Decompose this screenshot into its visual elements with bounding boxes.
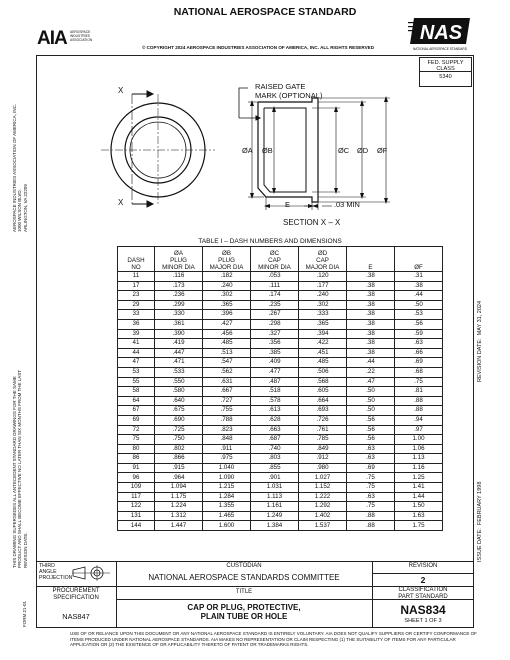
table-row <box>118 502 443 512</box>
table-cell: .848 <box>203 435 251 445</box>
table-header-line: CAP <box>268 257 281 264</box>
table-cell: .915 <box>155 463 203 473</box>
table-header-cell <box>347 247 395 272</box>
form-number: FORM 21-01 <box>22 600 27 627</box>
table-cell: .750 <box>155 435 203 445</box>
table-title: TABLE I – DASH NUMBERS AND DIMENSIONS <box>198 238 342 245</box>
table-cell: .631 <box>203 377 251 387</box>
table-cell: 109 <box>118 483 155 493</box>
table-cell: 33 <box>118 310 155 320</box>
custodian: NATIONAL AEROSPACE STANDARDS COMMITTEE <box>148 573 340 582</box>
table-cell: .38 <box>347 310 395 320</box>
nas-logo <box>408 16 472 46</box>
table-cell: 1.215 <box>203 483 251 493</box>
table-cell: .755 <box>203 406 251 416</box>
table-row <box>118 281 443 291</box>
table-cell: .422 <box>299 339 347 349</box>
table-cell: .116 <box>155 272 203 282</box>
table-cell: .240 <box>299 291 347 301</box>
table-cell: .578 <box>251 396 299 406</box>
table-row <box>118 367 443 377</box>
table-cell: .427 <box>203 319 251 329</box>
supersedes-note: THIS DRAWING SUPERSEDES ALL ANTECEDENT STANDARD DRAWINGS FOR THE SAME PRODUCT AND SHALL BECOME EFFECTIVE NO LATER THAN SIX MONTHS FROM THE LAST REVISION DATE. <box>12 369 28 568</box>
third-angle-label: THIRD ANGLE PROJECTION <box>39 563 73 581</box>
table-row <box>118 473 443 483</box>
table-cell: .94 <box>395 415 443 425</box>
custodian-label: CUSTODIAN <box>226 563 262 569</box>
table-row <box>118 521 443 531</box>
table-cell: 1.00 <box>395 435 443 445</box>
table-cell: .613 <box>251 406 299 416</box>
table-row <box>118 425 443 435</box>
table-cell: .518 <box>251 387 299 397</box>
table-cell: .235 <box>251 300 299 310</box>
table-cell: .802 <box>155 444 203 454</box>
table-cell: 36 <box>118 319 155 329</box>
table-cell: 1.161 <box>251 502 299 512</box>
revision-date: REVISION DATE: MAY 31, 2024 <box>477 300 483 382</box>
dim-c-label: ØC <box>338 146 350 155</box>
table-cell: .97 <box>395 425 443 435</box>
table-cell: .823 <box>203 425 251 435</box>
table-cell: 1.44 <box>395 492 443 502</box>
dim-b-label: ØB <box>262 146 273 155</box>
table-cell: .56 <box>347 435 395 445</box>
table-row <box>118 272 443 282</box>
table-cell: 44 <box>118 348 155 358</box>
table-cell: .327 <box>251 329 299 339</box>
table-row <box>118 348 443 358</box>
table-cell: .365 <box>299 319 347 329</box>
table-cell: .69 <box>395 358 443 368</box>
section-label: SECTION X – X <box>283 218 341 227</box>
table-cell: 1.41 <box>395 483 443 493</box>
table-cell: .63 <box>347 492 395 502</box>
table-cell: .66 <box>395 348 443 358</box>
table-cell: 1.447 <box>155 521 203 531</box>
table-cell: .50 <box>347 396 395 406</box>
table-cell: .302 <box>299 300 347 310</box>
table-cell: 67 <box>118 406 155 416</box>
table-cell: .964 <box>155 473 203 483</box>
table-cell: .333 <box>299 310 347 320</box>
table-header-line: MINOR DIA <box>162 264 195 271</box>
table-row <box>118 463 443 473</box>
table-cell: .690 <box>155 415 203 425</box>
table-cell: .471 <box>155 358 203 368</box>
nas-logo-sub: NATIONAL AEROSPACE STANDARD <box>412 47 468 51</box>
table-cell: .727 <box>203 396 251 406</box>
table-cell: .550 <box>155 377 203 387</box>
table-cell: 11 <box>118 272 155 282</box>
table-cell: .419 <box>155 339 203 349</box>
table-header-line: ØA <box>174 250 183 257</box>
fsc-label: FED. SUPPLY CLASS <box>420 58 471 72</box>
dim-e-label: E <box>285 200 290 209</box>
table-cell: 122 <box>118 502 155 512</box>
table-header-cell <box>299 247 347 272</box>
table-row <box>118 387 443 397</box>
dim-f-label: ØF <box>377 146 388 155</box>
table-cell: 1.465 <box>203 511 251 521</box>
table-cell: 1.222 <box>299 492 347 502</box>
table-cell: 75 <box>118 435 155 445</box>
table-cell: 55 <box>118 377 155 387</box>
dim-a-label: ØA <box>242 146 253 155</box>
table-cell: .568 <box>299 377 347 387</box>
table-cell: .63 <box>395 339 443 349</box>
table-cell: .38 <box>347 272 395 282</box>
table-body <box>118 272 443 531</box>
table-cell: 1.284 <box>203 492 251 502</box>
table-cell: .866 <box>155 454 203 464</box>
table-cell: .485 <box>299 358 347 368</box>
table-cell: .390 <box>155 329 203 339</box>
table-header-row <box>118 247 443 272</box>
table-cell: .456 <box>203 329 251 339</box>
table-cell: .912 <box>299 454 347 464</box>
table-cell: .75 <box>347 483 395 493</box>
table-cell: .533 <box>155 367 203 377</box>
table-cell: 96 <box>118 473 155 483</box>
table-header-line: PLUG <box>218 257 235 264</box>
table-cell: .687 <box>251 435 299 445</box>
table-cell: 1.027 <box>299 473 347 483</box>
table-cell: 17 <box>118 281 155 291</box>
table-row <box>118 310 443 320</box>
table-cell: .75 <box>395 377 443 387</box>
table-cell: 1.152 <box>299 483 347 493</box>
table-row <box>118 492 443 502</box>
standard-title: NATIONAL AEROSPACE STANDARD <box>173 6 357 18</box>
table-cell: .640 <box>155 396 203 406</box>
table-header-cell <box>251 247 299 272</box>
table-cell: 1.06 <box>395 444 443 454</box>
table-cell: .451 <box>299 348 347 358</box>
table-row <box>118 454 443 464</box>
table-row <box>118 435 443 445</box>
table-cell: .302 <box>203 291 251 301</box>
table-header-line: MAJOR DIA <box>209 264 244 271</box>
table-header-line: E <box>368 264 373 271</box>
table-header-line: ØC <box>269 250 280 257</box>
table-cell: 41 <box>118 339 155 349</box>
table-cell: 29 <box>118 300 155 310</box>
table-cell: .361 <box>155 319 203 329</box>
table-cell: .75 <box>347 502 395 512</box>
table-cell: .053 <box>251 272 299 282</box>
table-cell: .88 <box>347 521 395 531</box>
table-cell: 58 <box>118 387 155 397</box>
table-cell: .38 <box>395 281 443 291</box>
table-header-line: PLUG <box>170 257 187 264</box>
table-cell: .330 <box>155 310 203 320</box>
table-header-line: CAP <box>316 257 329 264</box>
table-row <box>118 358 443 368</box>
table-cell: .88 <box>347 511 395 521</box>
table-cell: 1.16 <box>395 463 443 473</box>
section-mark-bottom: X <box>118 198 124 207</box>
table-cell: 72 <box>118 425 155 435</box>
table-cell: .726 <box>299 415 347 425</box>
table-cell: .63 <box>347 454 395 464</box>
sheet-number: SHEET 1 OF 3 <box>404 618 442 624</box>
table-header-cell <box>155 247 203 272</box>
table-row <box>118 319 443 329</box>
table-cell: .120 <box>299 272 347 282</box>
table-cell: 1.031 <box>251 483 299 493</box>
table-cell: 1.600 <box>203 521 251 531</box>
table-cell: .911 <box>203 444 251 454</box>
revision-label: REVISION <box>408 563 438 569</box>
table-cell: .56 <box>395 319 443 329</box>
table-cell: 64 <box>118 396 155 406</box>
table-cell: 1.75 <box>395 521 443 531</box>
table-cell: 1.402 <box>299 511 347 521</box>
table-cell: 23 <box>118 291 155 301</box>
raised-gate-label: RAISED GATE <box>255 82 306 91</box>
table-cell: .31 <box>395 272 443 282</box>
aia-address: AEROSPACE INDUSTRIES ASSOCIATION OF AMERICA, INC. 1000 WILSON BLVD. ARLINGTON, VA 22209 <box>12 103 28 232</box>
table-cell: .547 <box>203 358 251 368</box>
table-cell: .111 <box>251 281 299 291</box>
table-cell: .240 <box>203 281 251 291</box>
table-cell: .38 <box>347 329 395 339</box>
document-title: CAP OR PLUG, PROTECTIVE, PLAIN TUBE OR HOLE <box>187 603 301 621</box>
table-cell: .56 <box>347 425 395 435</box>
projection-symbol-icon <box>72 565 112 581</box>
table-cell: .628 <box>251 415 299 425</box>
table-header-line: MAJOR DIA <box>305 264 340 271</box>
table-cell: .81 <box>395 387 443 397</box>
table-cell: 1.175 <box>155 492 203 502</box>
table-row <box>118 339 443 349</box>
table-cell: .50 <box>347 406 395 416</box>
table-cell: 1.25 <box>395 473 443 483</box>
part-number: NAS834 <box>400 603 446 617</box>
min-label: .03 MIN <box>334 200 360 209</box>
table-row <box>118 291 443 301</box>
table-cell: .580 <box>155 387 203 397</box>
section-mark-top: X <box>118 86 124 95</box>
table-cell: .59 <box>395 329 443 339</box>
table-cell: .299 <box>155 300 203 310</box>
table-cell: .487 <box>251 377 299 387</box>
table-cell: .182 <box>203 272 251 282</box>
table-cell: .174 <box>251 291 299 301</box>
table-cell: .740 <box>251 444 299 454</box>
table-cell: .69 <box>347 463 395 473</box>
table-cell: 1.113 <box>251 492 299 502</box>
table-cell: .447 <box>155 348 203 358</box>
dim-d-label: ØD <box>357 146 369 155</box>
fsc-value: 5340 <box>439 74 452 80</box>
table-cell: .44 <box>395 291 443 301</box>
table-cell: .298 <box>251 319 299 329</box>
aia-logo: AIA AEROSPACE INDUSTRIES ASSOCIATION <box>37 28 93 49</box>
table-row <box>118 406 443 416</box>
table-cell: 1.537 <box>299 521 347 531</box>
revision-value: 2 <box>420 575 426 585</box>
title-label: TITLE <box>235 589 253 595</box>
table-cell: .88 <box>395 406 443 416</box>
table-cell: .663 <box>251 425 299 435</box>
table-cell: .63 <box>347 444 395 454</box>
table-cell: .605 <box>299 387 347 397</box>
table-cell: .236 <box>155 291 203 301</box>
table-cell: 131 <box>118 511 155 521</box>
table-cell: .693 <box>299 406 347 416</box>
procurement-spec: NAS847 <box>62 612 90 621</box>
table-cell: 1.384 <box>251 521 299 531</box>
procurement-label: PROCUREMENT SPECIFICATION <box>52 588 100 601</box>
table-cell: .485 <box>203 339 251 349</box>
table-header-line: DASH <box>127 257 145 264</box>
table-cell: .56 <box>347 415 395 425</box>
table-cell: .38 <box>347 281 395 291</box>
table-cell: .50 <box>347 387 395 397</box>
table-cell: .506 <box>299 367 347 377</box>
table-cell: .675 <box>155 406 203 416</box>
table-header-cell <box>203 247 251 272</box>
table-cell: 53 <box>118 367 155 377</box>
table-cell: .267 <box>251 310 299 320</box>
table-cell: .38 <box>347 319 395 329</box>
copyright: © COPYRIGHT 2024 AEROSPACE INDUSTRIES ASSOCIATION OF AMERICA, INC. ALL RIGHTS RESERVED <box>141 45 375 50</box>
table-cell: .365 <box>203 300 251 310</box>
table-cell: .22 <box>347 367 395 377</box>
table-row <box>118 483 443 493</box>
table-cell: .788 <box>203 415 251 425</box>
table-cell: .785 <box>299 435 347 445</box>
table-cell: 1.040 <box>203 463 251 473</box>
table-cell: 47 <box>118 358 155 368</box>
nas-logo-text: NAS <box>419 22 463 44</box>
table-cell: .901 <box>251 473 299 483</box>
table-cell: .50 <box>395 300 443 310</box>
table-cell: .88 <box>395 396 443 406</box>
table-cell: .75 <box>347 473 395 483</box>
table-cell: .513 <box>203 348 251 358</box>
dash-table <box>117 246 443 531</box>
classification-label: CLASSIFICATION PART STANDARD <box>398 587 448 600</box>
table-row <box>118 396 443 406</box>
table-cell: .44 <box>347 358 395 368</box>
table-cell: .53 <box>395 310 443 320</box>
table-cell: .173 <box>155 281 203 291</box>
table-cell: .38 <box>347 348 395 358</box>
table-header-line: ØF <box>414 264 423 271</box>
table-cell: 1.292 <box>299 502 347 512</box>
table-cell: .761 <box>299 425 347 435</box>
table-row <box>118 444 443 454</box>
table-row <box>118 415 443 425</box>
table-cell: .803 <box>251 454 299 464</box>
table-row <box>118 329 443 339</box>
table-header-line: ØD <box>317 250 328 257</box>
table-cell: .38 <box>347 291 395 301</box>
table-row <box>118 511 443 521</box>
table-cell: 1.355 <box>203 502 251 512</box>
table-cell: 144 <box>118 521 155 531</box>
table-cell: .562 <box>203 367 251 377</box>
table-cell: .38 <box>347 339 395 349</box>
footer-disclaimer: USE OF OR RELIANCE UPON THIS DOCUMENT OR ANY NATIONAL AEROSPACE STANDARD IS ENTIRELY VOLUNTARY. AIA DOES NOT QUALIFY SUPPLIERS OR CERTIFY CONFORMANCE OF ITEMS PRODUCED UNDER NATIONAL AEROSPACE STANDARDS. AIA MAKES NO REPRESENTATION OR CLAIM RESPECTING (1) THE SUITABILITY OF ITEMS FOR ANY PARTICULAR APPLICATION OR (2) THE EXISTENCE OF OR APPLICABILITY THERETO OF PATENT OR TRADEMARKS RIGHTS. <box>70 631 477 647</box>
table-cell: 91 <box>118 463 155 473</box>
table-cell: .38 <box>347 300 395 310</box>
table-cell: .664 <box>299 396 347 406</box>
table-header-line: MINOR DIA <box>258 264 291 271</box>
table-cell: .980 <box>299 463 347 473</box>
table-row <box>118 300 443 310</box>
table-cell: .177 <box>299 281 347 291</box>
table-header-line: NO <box>131 264 141 271</box>
table-header-cell <box>118 247 155 272</box>
table-cell: .667 <box>203 387 251 397</box>
table-header-line: ØB <box>222 250 231 257</box>
table-cell: 1.094 <box>155 483 203 493</box>
table-cell: .855 <box>251 463 299 473</box>
table-cell: .849 <box>299 444 347 454</box>
table-cell: .47 <box>347 377 395 387</box>
mark-optional-label: MARK (OPTIONAL) <box>255 91 323 100</box>
table-cell: 69 <box>118 415 155 425</box>
table-cell: 1.090 <box>203 473 251 483</box>
table-cell: .396 <box>203 310 251 320</box>
table-cell: 1.13 <box>395 454 443 464</box>
table-cell: 117 <box>118 492 155 502</box>
table-cell: .68 <box>395 367 443 377</box>
table-cell: .725 <box>155 425 203 435</box>
table-cell: .409 <box>251 358 299 368</box>
table-row <box>118 377 443 387</box>
table-cell: 1.312 <box>155 511 203 521</box>
table-cell: 80 <box>118 444 155 454</box>
table-cell: .975 <box>203 454 251 464</box>
table-cell: 1.224 <box>155 502 203 512</box>
table-cell: 39 <box>118 329 155 339</box>
table-cell: 1.249 <box>251 511 299 521</box>
table-cell: .394 <box>299 329 347 339</box>
table-cell: 86 <box>118 454 155 464</box>
table-cell: 1.50 <box>395 502 443 512</box>
table-cell: .356 <box>251 339 299 349</box>
table-cell: .385 <box>251 348 299 358</box>
table-cell: .477 <box>251 367 299 377</box>
issue-date: ISSUE DATE: FEBRUARY 1998 <box>477 481 483 562</box>
table-header-cell <box>395 247 443 272</box>
table-cell: 1.63 <box>395 511 443 521</box>
